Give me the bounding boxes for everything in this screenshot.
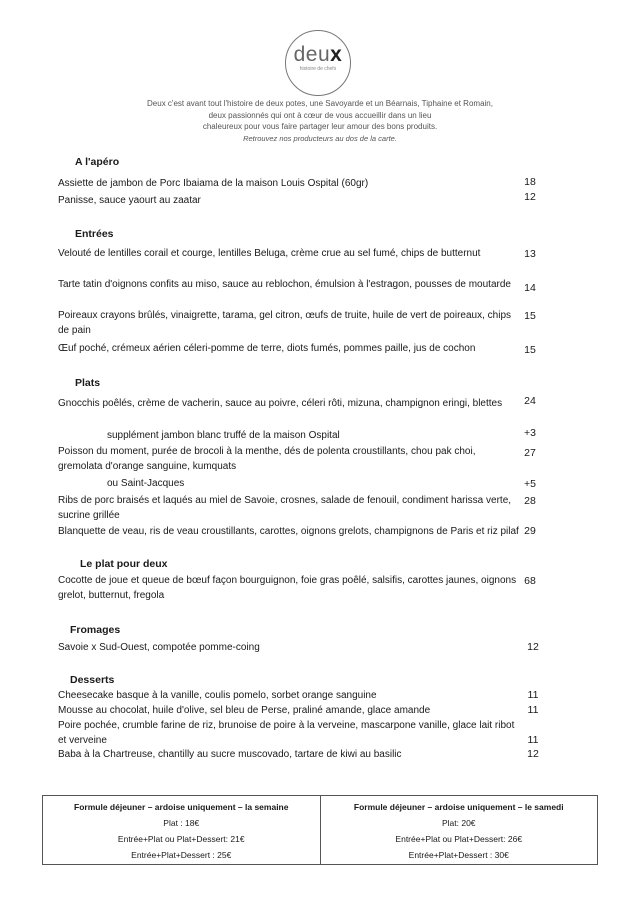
formula-line: Entrée+Plat ou Plat+Dessert: 21€ bbox=[117, 834, 245, 844]
menu-item: Gnocchis poêlés, crème de vacherin, sauce au poivre, céleri rôti, mizuna, champignon eringi, blettes bbox=[58, 398, 503, 409]
menu-price: +5 bbox=[524, 478, 536, 490]
menu-price: 11 bbox=[527, 689, 539, 701]
intro-line: Deux c'est avant tout l'histoire de deux potes, une Savoyarde et un Béarnais, Tiphaine et Romain, bbox=[147, 99, 493, 108]
formula-line: Plat : 18€ bbox=[163, 818, 200, 828]
section-title-fromages: Fromages bbox=[70, 624, 121, 636]
formula-line: Entrée+Plat+Dessert : 25€ bbox=[131, 850, 232, 860]
intro-line: deux passionnés qui ont à cœur de vous accueillir dans un lieu bbox=[208, 110, 432, 120]
menu-price: 27 bbox=[524, 447, 536, 459]
menu-supplement: ou Saint-Jacques bbox=[107, 478, 185, 489]
menu-item: Ribs de porc braisés et laqués au miel de Savoie, crosnes, salade de fenouil, condiment harissa verte, sucrine grillée bbox=[58, 495, 512, 521]
menu-price: 24 bbox=[524, 395, 536, 407]
menu-item: Blanquette de veau, ris de veau croustillants, carottes, oignons grelots, champignons de Paris et riz pilaf bbox=[58, 526, 519, 537]
section-title-apero: A l'apéro bbox=[75, 156, 120, 168]
restaurant-logo: deux histoire de chefs bbox=[285, 30, 351, 96]
menu-item: Poisson du moment, purée de brocoli à la menthe, dés de polenta croustillants, chou pak choi, gremolata d'orange sanguine, kumquats bbox=[58, 446, 476, 472]
lunch-formulas-table bbox=[42, 795, 598, 865]
menu-price: 29 bbox=[524, 525, 536, 537]
menu-price: 12 bbox=[527, 748, 539, 760]
intro-text bbox=[100, 98, 540, 144]
formula-line: Entrée+Plat+Dessert : 30€ bbox=[408, 850, 509, 860]
formula-saturday bbox=[320, 796, 598, 864]
section-title-plats: Plats bbox=[75, 377, 101, 389]
menu-price: 18 bbox=[524, 176, 536, 188]
menu-price: 12 bbox=[527, 641, 539, 653]
menu-item: Mousse au chocolat, huile d'olive, sel bleu de Perse, praliné amande, glace amande bbox=[58, 705, 431, 716]
menu-price: 15 bbox=[524, 344, 536, 356]
menu-item: Savoie x Sud-Ouest, compotée pomme-coing bbox=[58, 642, 260, 653]
intro-line: chaleureux pour vous faire partager leur amour des bons produits. bbox=[202, 122, 438, 131]
menu-item: Œuf poché, crémeux aérien céleri-pomme de terre, diots fumés, pommes paille, jus de cochon bbox=[58, 343, 476, 354]
menu-item: Panisse, sauce yaourt au zaatar bbox=[58, 195, 201, 206]
menu-price: 11 bbox=[527, 734, 539, 746]
menu-price: 11 bbox=[527, 704, 539, 716]
menu-item: Assiette de jambon de Porc Ibaiama de la maison Louis Ospital (60gr) bbox=[58, 178, 369, 189]
menu-price: 14 bbox=[524, 282, 536, 294]
menu-item: Velouté de lentilles corail et courge, lentilles Beluga, crème crue au sel fumé, chips de butternut bbox=[58, 248, 481, 259]
menu-price: 28 bbox=[524, 495, 536, 507]
menu-price: 68 bbox=[524, 575, 536, 587]
intro-note: Retrouvez nos producteurs au dos de la carte. bbox=[243, 133, 397, 143]
menu-price: 15 bbox=[524, 310, 536, 322]
menu-price: 12 bbox=[524, 191, 536, 203]
menu-item: Baba à la Chartreuse, chantilly au sucre muscovado, tartare de kiwi au basilic bbox=[58, 749, 402, 760]
menu-item: Tarte tatin d'oignons confits au miso, sauce au reblochon, émulsion à l'estragon, pousses de moutarde bbox=[58, 279, 511, 290]
menu-supplement: supplément jambon blanc truffé de la maison Ospital bbox=[107, 430, 340, 441]
menu-item: Cheesecake basque à la vanille, coulis pomelo, sorbet orange sanguine bbox=[58, 690, 377, 701]
formula-title: Formule déjeuner – ardoise uniquement – la semaine bbox=[74, 802, 289, 812]
menu-price: +3 bbox=[524, 427, 536, 439]
menu-item: Poireaux crayons brûlés, vinaigrette, tarama, gel citron, œufs de truite, huile de vert de poireaux, chips de pain bbox=[58, 310, 512, 336]
menu-item: Cocotte de joue et queue de bœuf façon bourguignon, foie gras poêlé, salsifis, carottes jaunes, oignons grelot, butternut, fregola bbox=[58, 575, 517, 601]
formula-line: Entrée+Plat ou Plat+Dessert: 26€ bbox=[395, 834, 523, 844]
menu-price: 13 bbox=[524, 248, 536, 260]
section-subtitle-plat-pour-deux: Le plat pour deux bbox=[80, 558, 168, 570]
menu-item: Poire pochée, crumble farine de riz, brunoise de poire à la verveine, mascarpone vanille, glace lait ribot et verveine bbox=[58, 720, 515, 746]
section-title-desserts: Desserts bbox=[70, 674, 115, 686]
formula-weekday bbox=[43, 796, 320, 864]
formula-line: Plat: 20€ bbox=[441, 818, 476, 828]
section-title-entrees: Entrées bbox=[75, 228, 114, 240]
formula-title: Formule déjeuner – ardoise uniquement – le samedi bbox=[353, 802, 564, 812]
